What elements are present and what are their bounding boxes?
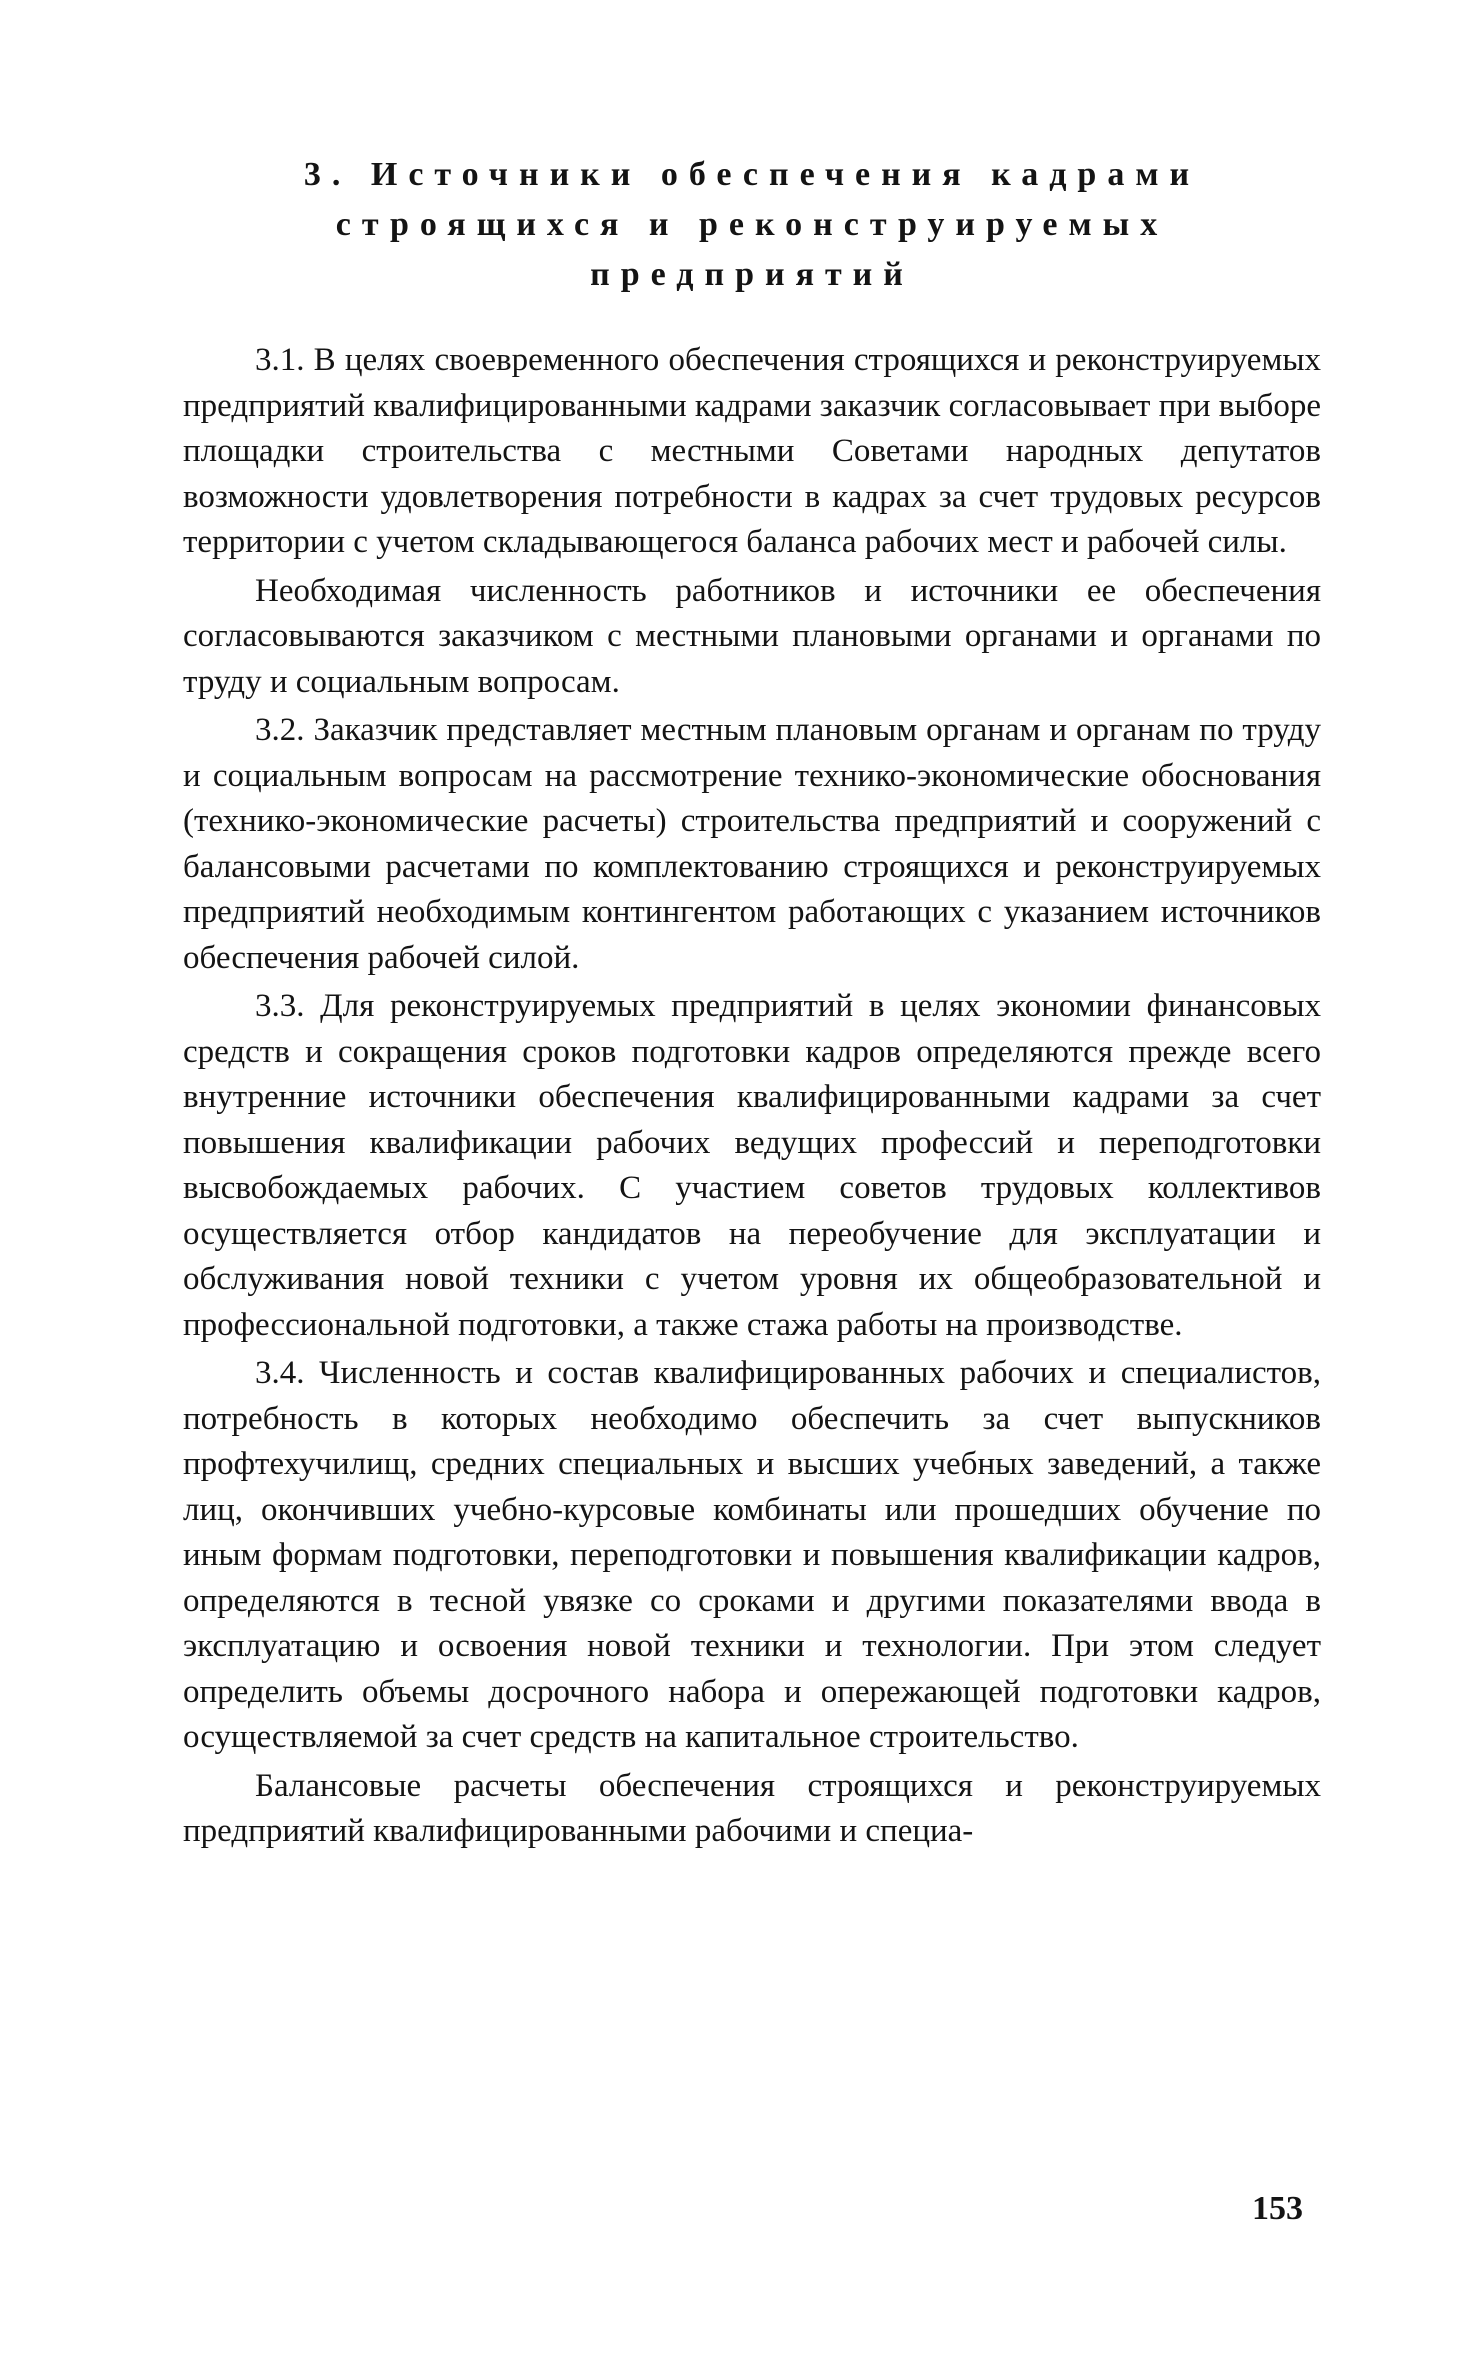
page-number: 153 (1252, 2190, 1303, 2227)
heading-line: предприятий (590, 256, 914, 293)
heading-line: строящихся и реконструируемых (335, 206, 1169, 243)
paragraph-balance: Балансовые расчеты обеспечения строящихся и реконструируемых предприятий квалифицированными рабочими и специа- (183, 1767, 1321, 1849)
document-page (183, 150, 1321, 1855)
paragraph-3-3: 3.3. Для реконструируемых предприятий в целях экономии финансовых средств и сокращения сроков подготовки кадров определяются прежде всего внутренние источники обеспечения квалифицированными кадрами за счет повышения квалификации рабочих ведущих профессий и переподготовки высвобождаемых рабочих. С участием советов трудовых коллективов осуществляется отбор кандидатов на переобучение для эксплуатации и обслуживания новой техники с учетом уровня их общеобразовательной и профессиональной подготовки, а также стажа работы на производстве. (183, 988, 1321, 1343)
paragraph-3-1: 3.1. В целях своевременного обеспечения строящихся и реконструируемых предприятий квалифицированными кадрами заказчик согласовывает при выборе площадки строительства с местными Советами народных депутатов возможности удовлетворения потребности в кадрах за счет трудовых ресурсов территории с учетом складывающегося баланса рабочих мест и рабочей силы. (183, 342, 1321, 560)
section-heading (183, 150, 1321, 300)
paragraph-3-2: 3.2. Заказчик представляет местным плановым органам и органам по труду и социальным вопросам на рассмотрение технико-экономические обоснования (технико-экономические расчеты) строительства предприятий и сооружений с балансовыми расчетами по комплектованию строящихся и реконструируемых предприятий необходимым контингентом работающих с указанием источников обеспечения рабочей силой. (183, 712, 1321, 976)
paragraph-3-4: 3.4. Численность и состав квалифицированных рабочих и специалистов, потребность в которых необходимо обеспечить за счет выпускников профтехучилищ, средних специальных и высших учебных заведений, а также лиц, окончивших учебно-курсовые комбинаты или прошедших обучение по иным формам подготовки, переподготовки и повышения квалификации кадров, определяются в тесной увязке со сроками и другими показателями ввода в эксплуатацию и освоения новой техники и технологии. При этом следует определить объемы досрочного набора и опережающей подготовки кадров, осуществляемой за счет средств на капитальное строительство. (183, 1355, 1321, 1755)
body-text (183, 338, 1321, 1855)
paragraph-3-1-continued: Необходимая численность работников и источники ее обеспечения согласовываются заказчиком с местными плановыми органами и органами по труду и социальным вопросам. (183, 572, 1321, 700)
heading-line: 3. Источники обеспечения кадрами (303, 156, 1201, 193)
